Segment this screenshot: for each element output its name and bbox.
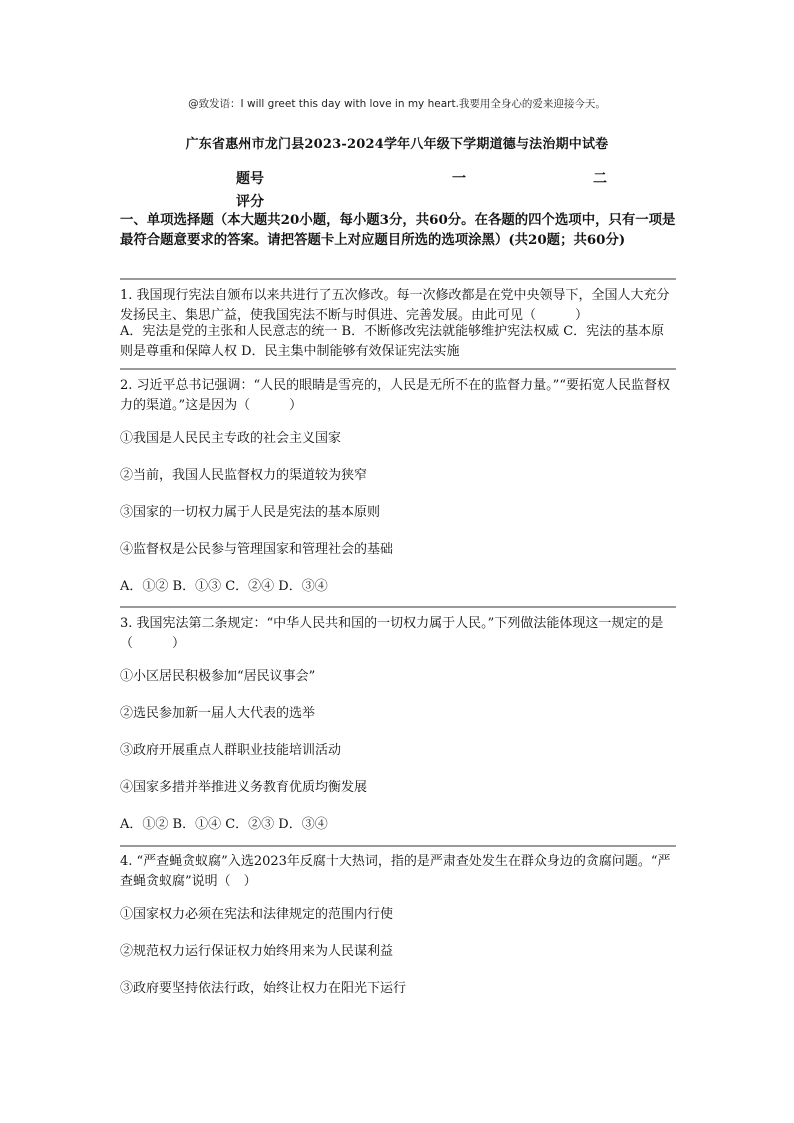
question-divider [120, 845, 676, 847]
question-divider [120, 606, 676, 608]
question-3-item-2: ②选民参加新一届人大代表的选举 [120, 706, 316, 721]
question-2-item-4: ④监督权是公民参与管理国家和管理社会的基础 [120, 542, 394, 557]
score-table-label-score: 评分 [236, 194, 264, 210]
score-table-col-2: 二 [593, 171, 607, 187]
question-3-stem: 3. 我国宪法第二条规定：“中华人民共和国的一切权力属于人民。”下列做法能体现这一规定的是（ ） [120, 616, 664, 651]
question-4-stem: 4. “严查蝇贪蚁腐”入选2023年反腐十大热词，指的是严肃查处发生在群众身边的贪腐问题。“严查蝇贪蚁腐”说明（ ） [120, 854, 671, 889]
question-3-item-3: ③政府开展重点人群职业技能培训活动 [120, 743, 342, 758]
question-2-item-2: ②当前，我国人民监督权力的渠道较为狭窄 [120, 468, 368, 483]
section-one-heading: 一、单项选择题（本大题共20小题，每小题3分，共60分。在各题的四个选项中，只有一项是最符合题意要求的答案。请把答题卡上对应题目所选的选项涂黑）(共20题；共60分) [120, 212, 676, 248]
question-1-stem: 1. 我国现行宪法自颁布以来共进行了五次修改。每一次修改都是在党中央领导下，全国人大充分发扬民主、集思广益，使我国宪法不断与时俱进、完善发展。由此可见（ ） [120, 288, 670, 323]
question-3-item-1: ①小区居民积极参加“居民议事会” [120, 669, 316, 684]
question-2-choices: A．①② B．①③ C．②④ D．③④ [120, 579, 328, 594]
question-2-stem: 2. 习近平总书记强调：“人民的眼睛是雪亮的，人民是无所不在的监督力量。”“要拓宽人民监督权力的渠道。”这是因为（ ） [120, 378, 670, 413]
question-divider [120, 278, 676, 280]
question-4-item-1: ①国家权力必须在宪法和法律规定的范围内行使 [120, 907, 394, 922]
question-4-item-2: ②规范权力运行保证权力始终用来为人民谋利益 [120, 944, 394, 959]
question-2-item-1: ①我国是人民民主专政的社会主义国家 [120, 431, 342, 446]
question-3-choices: A．①② B．①④ C．②③ D．③④ [120, 817, 328, 832]
question-2-item-3: ③国家的一切权力属于人民是宪法的基本原则 [120, 505, 381, 520]
question-divider [120, 368, 676, 370]
score-table-col-1: 一 [452, 171, 466, 187]
question-3-item-4: ④国家多措并举推进义务教育优质均衡发展 [120, 780, 368, 795]
exam-title: 广东省惠州市龙门县2023-2024学年八年级下学期道德与法治期中试卷 [185, 137, 609, 152]
question-4-item-3: ③政府要坚持依法行政，始终让权力在阳光下运行 [120, 981, 407, 996]
question-1-choices: A．宪法是党的主张和人民意志的统一 B．不断修改宪法就能够维护宪法权威 C．宪法的基本原则是尊重和保障人权 D．民主集中制能够有效保证宪法实施 [120, 324, 665, 359]
score-table-label-question-no: 题号 [236, 171, 264, 187]
motto-line: @致发语：I will greet this day with love in my heart.我要用全身心的爱来迎接今天。 [188, 98, 606, 110]
